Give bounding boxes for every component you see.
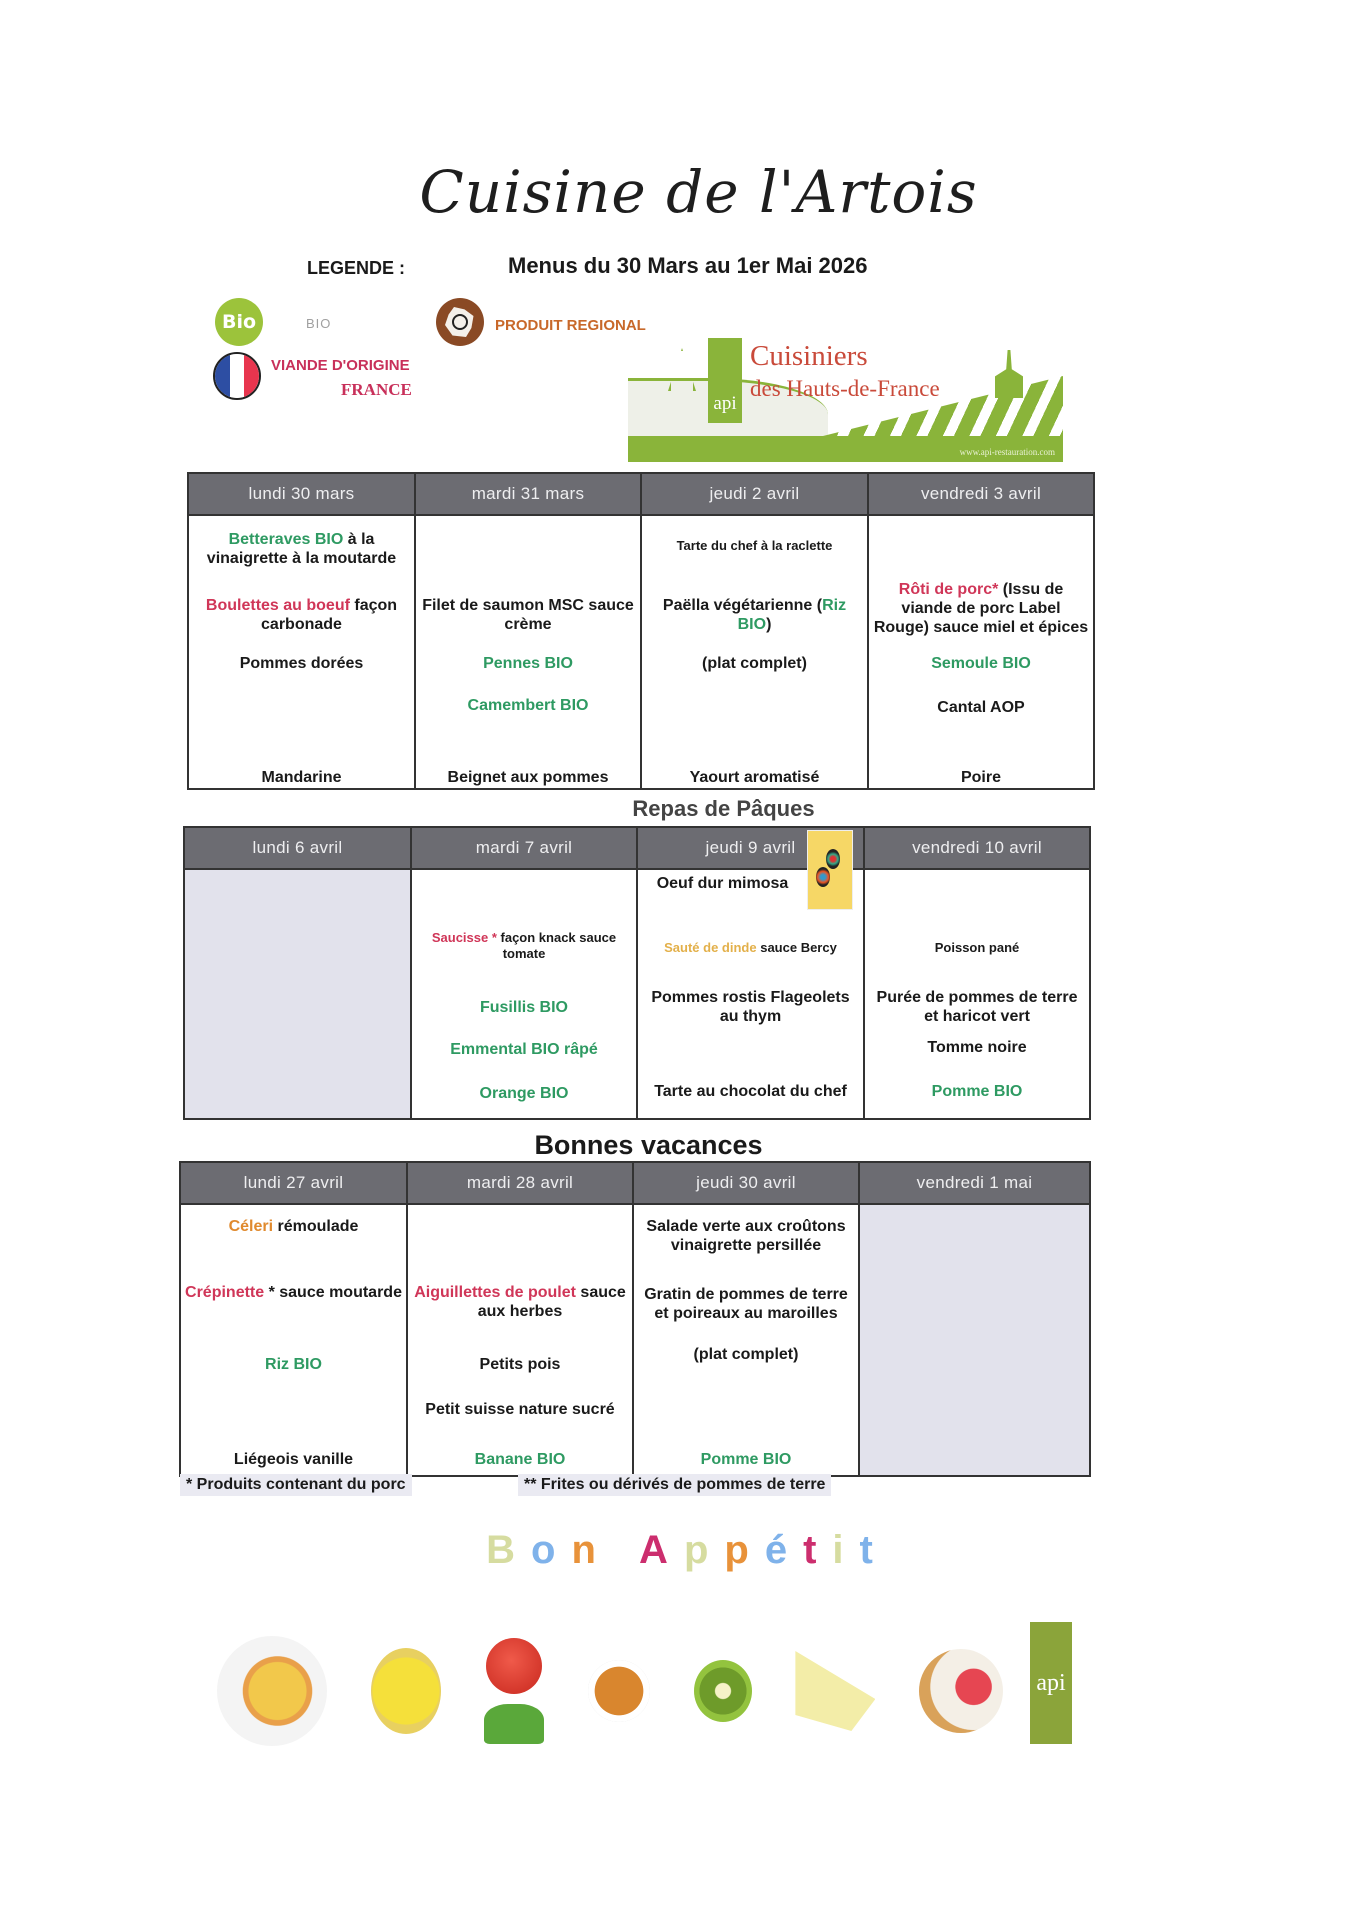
- legend-bio-text: BIO: [306, 316, 332, 331]
- menu-item-text: ): [766, 616, 772, 633]
- bon-appetit-letter: t: [803, 1528, 833, 1572]
- brand-line2: des Hauts-de-France: [750, 376, 940, 401]
- bon-appetit-letter: é: [764, 1528, 804, 1572]
- menu-item-text: Boulettes au boeuf: [205, 597, 350, 614]
- menu-item-text: Sauté de dinde: [664, 940, 757, 955]
- brand-line1: Cuisiniers: [750, 340, 868, 372]
- menu-item-text: Beignet aux pommes: [447, 769, 609, 786]
- day-cell: [407, 1204, 633, 1476]
- legend-label: LEGENDE :: [307, 258, 406, 278]
- orange-juice-icon: [371, 1648, 441, 1734]
- day-header: lundi 6 avril: [184, 827, 411, 869]
- day-cell-closed: [184, 869, 411, 1119]
- green-pepper-icon: [484, 1704, 544, 1744]
- day-cell: [188, 515, 415, 789]
- day-cell: [180, 1204, 407, 1476]
- menu-item-text: Purée de pommes de terre et haricot vert: [876, 989, 1078, 1025]
- vegetable-group: [484, 1638, 544, 1744]
- menu-item: [642, 538, 867, 554]
- menu-item: [181, 1217, 406, 1236]
- day-header: jeudi 9 avril: [637, 827, 864, 869]
- menu-item: [642, 768, 867, 787]
- menu-item: [869, 768, 1093, 787]
- menu-item-text: Petits pois: [479, 1356, 561, 1373]
- mine-tower-icon: [668, 348, 696, 391]
- menu-item: [634, 1450, 858, 1469]
- menu-item: [408, 1355, 632, 1374]
- legend-viande-line1: VIANDE D'ORIGINE: [271, 357, 410, 374]
- menu-item-text: Pommes dorées: [239, 655, 364, 672]
- menu-item-text: (plat complet): [693, 1346, 799, 1363]
- day-header: mardi 28 avril: [407, 1162, 633, 1204]
- menu-item: [634, 1285, 858, 1323]
- menu-item-text: Poisson pané: [934, 940, 1020, 955]
- tomato-icon: [486, 1638, 542, 1694]
- menu-item: [189, 596, 414, 634]
- menu-item-text: (plat complet): [702, 655, 807, 672]
- menu-item: [416, 768, 640, 787]
- menu-item: [412, 998, 636, 1017]
- menu-item-text: * sauce moutarde: [264, 1284, 402, 1301]
- bon-appetit: [0, 1528, 1357, 1573]
- menu-item: [189, 768, 414, 787]
- menu-item-text: Petit suisse nature sucré: [425, 1401, 615, 1418]
- menu-item: [412, 1040, 636, 1059]
- fruit-tart-icon: [919, 1649, 1003, 1733]
- food-strip: [195, 1625, 1025, 1757]
- menu-item-text: Filet de saumon MSC sauce crème: [422, 597, 634, 633]
- menu-item-text: façon carbonade: [261, 597, 398, 633]
- day-header: vendredi 3 avril: [868, 473, 1094, 515]
- menu-item-text: Banane BIO: [474, 1451, 566, 1468]
- menu-item: [181, 1450, 406, 1469]
- menu-item: [642, 596, 867, 634]
- day-cell: [864, 869, 1090, 1119]
- week-table-3: [179, 1161, 1091, 1477]
- menu-item-text: Saucisse *: [431, 930, 497, 945]
- menu-item-text: Emmental BIO râpé: [450, 1041, 598, 1058]
- day-cell: [641, 515, 868, 789]
- menu-item-text: Semoule BIO: [931, 655, 1031, 672]
- api-footer-logo: api: [1030, 1622, 1072, 1744]
- menu-item: [865, 988, 1089, 1026]
- api-logo-box: api: [708, 338, 742, 423]
- week-header-row: [180, 1162, 1090, 1204]
- week-table-2: [183, 826, 1091, 1120]
- menu-item-text: Cantal AOP: [937, 699, 1025, 716]
- bon-appetit-letter: p: [683, 1528, 725, 1572]
- footnote-frites: ** Frites ou dérivés de pommes de terre: [518, 1474, 831, 1496]
- menu-item: [638, 1082, 863, 1101]
- menu-item-text: Mandarine: [261, 769, 342, 786]
- menu-item-text: Gratin de pommes de terre et poireaux au maroilles: [644, 1286, 848, 1322]
- menu-item: [642, 654, 867, 673]
- footnote-porc: * Produits contenant du porc: [180, 1474, 412, 1496]
- day-header: vendredi 10 avril: [864, 827, 1090, 869]
- menu-item-text: Riz BIO: [265, 1356, 322, 1373]
- menu-item: [869, 698, 1093, 717]
- menu-item-text: sauce Bercy: [756, 940, 837, 955]
- easter-eggs-image: [807, 830, 853, 910]
- week-body-row: [188, 515, 1094, 789]
- menu-item-text: Riz BIO: [737, 597, 847, 633]
- week-table-1: [187, 472, 1095, 790]
- menu-item: [869, 580, 1093, 637]
- tea-cup-icon: [588, 1660, 650, 1722]
- menu-item: [408, 1400, 632, 1419]
- menu-item-text: Pommes rostis Flageolets au thym: [651, 989, 850, 1025]
- church-icon: [995, 350, 1023, 398]
- bon-appetit-letter: B: [486, 1528, 532, 1572]
- menu-item: [408, 1450, 632, 1469]
- legend-regional-text: PRODUIT REGIONAL: [495, 317, 646, 334]
- menu-item: [412, 1084, 636, 1103]
- day-header: vendredi 1 mai: [859, 1162, 1090, 1204]
- day-cell: [868, 515, 1094, 789]
- menu-item-text: façon knack sauce tomate: [496, 930, 617, 961]
- bon-appetit-letter: A: [639, 1528, 684, 1572]
- menu-item-text: Orange BIO: [479, 1085, 569, 1102]
- bon-appetit-letter: i: [832, 1528, 860, 1572]
- menu-item-text: Pomme BIO: [700, 1451, 792, 1468]
- menu-period: Menus du 30 Mars au 1er Mai 2026: [508, 253, 868, 278]
- menu-item-text: Salade verte aux croûtons vinaigrette persillée: [646, 1218, 846, 1254]
- menu-item-text: Crépinette: [185, 1284, 265, 1301]
- menu-item-text: rémoulade: [273, 1218, 359, 1235]
- brand-url: www.api-restauration.com: [959, 447, 1055, 457]
- menu-item: [638, 988, 863, 1026]
- day-header: jeudi 2 avril: [641, 473, 868, 515]
- day-header: lundi 30 mars: [188, 473, 415, 515]
- menu-item: [416, 654, 640, 673]
- menu-item-text: Camembert BIO: [467, 697, 589, 714]
- week-body-row: [180, 1204, 1090, 1476]
- menu-item-text: Betteraves BIO: [228, 531, 344, 548]
- france-flag-icon: [213, 352, 261, 400]
- menu-item: [189, 530, 414, 568]
- easter-title: Repas de Pâques: [632, 796, 815, 821]
- menu-item-text: Tarte du chef à la raclette: [676, 538, 833, 553]
- week-header-row: [188, 473, 1094, 515]
- lemon-tart-icon: [217, 1636, 327, 1746]
- bon-appetit-letter: [612, 1528, 639, 1572]
- bon-appetit-letter: n: [571, 1528, 612, 1572]
- menu-item-text: Tomme noire: [927, 1039, 1027, 1056]
- menu-item-text: à la vinaigrette à la moutarde: [206, 531, 397, 567]
- day-header: mardi 31 mars: [415, 473, 641, 515]
- menu-item: [634, 1217, 858, 1255]
- menu-item-text: Poire: [960, 769, 1001, 786]
- menu-item-text: Oeuf dur mimosa: [656, 875, 789, 892]
- day-header: jeudi 30 avril: [633, 1162, 859, 1204]
- week-body-row: [184, 869, 1090, 1119]
- day-cell: [415, 515, 641, 789]
- menu-item: [181, 1355, 406, 1374]
- day-cell: [411, 869, 637, 1119]
- menu-item: [416, 696, 640, 715]
- menu-item: [416, 596, 640, 634]
- menu-item: [412, 930, 636, 962]
- page-title: Cuisine de l'Artois: [419, 158, 978, 226]
- menu-item-text: Paëlla végétarienne (: [662, 597, 823, 614]
- legend-viande-line2: FRANCE: [341, 380, 412, 399]
- menu-item-text: Fusillis BIO: [479, 999, 568, 1016]
- menu-item-text: sauce aux herbes: [477, 1284, 626, 1320]
- menu-item: [869, 654, 1093, 673]
- cheese-icon: [795, 1651, 875, 1731]
- week-header-row: [184, 827, 1090, 869]
- menu-item: [865, 1082, 1089, 1101]
- bon-appetit-letter: p: [724, 1528, 765, 1572]
- menu-item: [865, 1038, 1089, 1057]
- day-header: lundi 27 avril: [180, 1162, 407, 1204]
- menu-item: [865, 940, 1089, 956]
- produit-regional-icon: [436, 298, 484, 346]
- bon-appetit-letter: t: [859, 1528, 889, 1572]
- menu-item: [181, 1283, 406, 1302]
- kiwi-icon: [694, 1660, 752, 1722]
- menu-item: [638, 940, 863, 956]
- menu-item-text: (Issu de viande de porc Label Rouge) sauce miel et épices: [873, 581, 1089, 636]
- menu-item-text: Liégeois vanille: [233, 1451, 354, 1468]
- menu-item-text: Rôti de porc*: [898, 581, 999, 598]
- menu-item: [634, 1345, 858, 1364]
- menu-item: [189, 654, 414, 673]
- menu-item-text: Céleri: [228, 1218, 274, 1235]
- day-cell: [633, 1204, 859, 1476]
- brand-logo: [628, 338, 1063, 462]
- menu-item-text: Pomme BIO: [931, 1083, 1023, 1100]
- day-header: mardi 7 avril: [411, 827, 637, 869]
- day-cell-closed: [859, 1204, 1090, 1476]
- menu-item-text: Tarte au chocolat du chef: [654, 1083, 847, 1100]
- bon-appetit-letter: o: [531, 1528, 572, 1572]
- menu-item: [408, 1283, 632, 1321]
- bio-icon: Bio: [215, 298, 263, 346]
- menu-item-text: Pennes BIO: [483, 655, 573, 672]
- vacances-title: Bonnes vacances: [534, 1130, 763, 1160]
- menu-item-text: Aiguillettes de poulet: [414, 1284, 576, 1301]
- menu-item-text: Yaourt aromatisé: [689, 769, 820, 786]
